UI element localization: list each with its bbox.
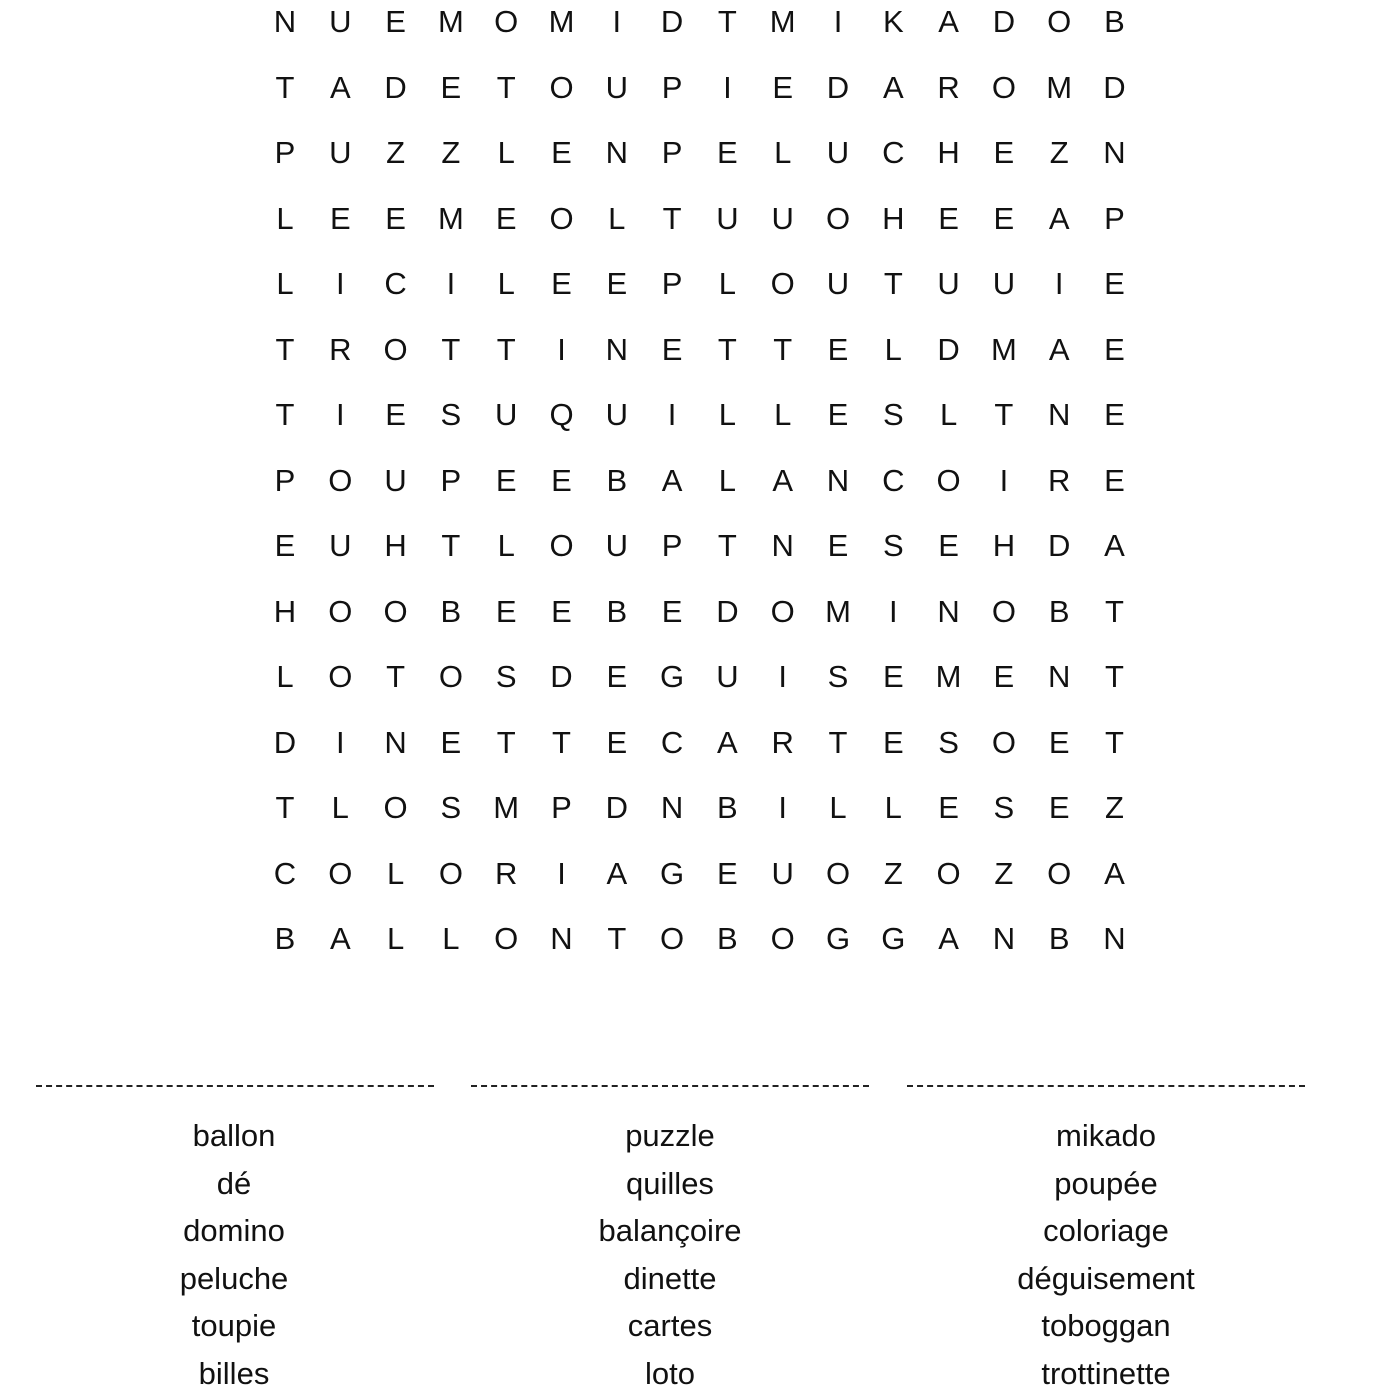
grid-letter[interactable]: M [825, 593, 851, 629]
grid-letter[interactable]: T [1105, 593, 1124, 629]
grid-letter[interactable]: G [825, 921, 851, 956]
grid-letter[interactable]: L [608, 200, 626, 236]
grid-letter[interactable]: T [994, 397, 1014, 432]
word-list-item: balançoire [598, 1213, 742, 1248]
grid-letter[interactable]: E [551, 135, 572, 170]
grid-letter[interactable]: B [440, 593, 462, 629]
grid-letter[interactable]: E [661, 331, 683, 367]
grid-letter[interactable]: I [1054, 266, 1064, 301]
grid-letter[interactable]: U [494, 397, 518, 432]
grid-letter[interactable]: E [993, 135, 1015, 170]
grid-letter[interactable]: O [660, 921, 685, 956]
grid-letter[interactable]: N [1047, 397, 1071, 432]
grid-letter[interactable]: L [884, 790, 902, 825]
grid-letter[interactable]: L [497, 266, 515, 301]
grid-letter[interactable]: E [938, 528, 959, 563]
grid-letter[interactable]: T [552, 724, 571, 760]
grid-letter[interactable]: D [605, 790, 628, 825]
grid-letter[interactable]: L [718, 266, 737, 301]
grid-letter[interactable]: M [493, 790, 520, 825]
grid-letter[interactable]: E [551, 593, 572, 629]
grid-letter[interactable]: E [827, 397, 849, 432]
grid-letter[interactable]: D [716, 593, 739, 629]
grid-letter[interactable]: N [1047, 659, 1071, 694]
grid-letter[interactable]: T [275, 397, 295, 432]
grid-letter[interactable]: Z [1105, 790, 1124, 825]
grid-letter[interactable]: M [1046, 69, 1073, 105]
grid-letter[interactable]: U [329, 4, 352, 39]
grid-letter[interactable]: O [1047, 855, 1072, 891]
grid-letter[interactable]: L [939, 397, 958, 432]
grid-letter[interactable]: L [497, 135, 515, 170]
grid-letter[interactable]: N [660, 790, 684, 825]
grid-letter[interactable]: O [770, 266, 795, 301]
grid-letter[interactable]: Q [549, 397, 574, 432]
grid-letter[interactable]: C [384, 266, 407, 301]
grid-letter[interactable]: H [992, 528, 1016, 563]
grid-letter[interactable]: B [1104, 4, 1125, 39]
grid-letter[interactable]: S [938, 724, 959, 760]
grid-letter[interactable]: T [717, 4, 737, 39]
grid-letter[interactable]: E [385, 200, 406, 236]
grid-letter[interactable]: N [992, 921, 1016, 956]
grid-letter[interactable]: H [882, 200, 905, 236]
grid-letter[interactable]: D [992, 4, 1016, 39]
grid-letter[interactable]: E [772, 69, 794, 105]
grid-letter[interactable]: A [882, 69, 904, 105]
grid-letter[interactable]: I [557, 331, 566, 367]
grid-letter[interactable]: R [1047, 462, 1071, 498]
grid-letter[interactable]: T [496, 69, 516, 105]
grid-letter[interactable]: T [386, 659, 406, 694]
grid-letter[interactable]: A [1104, 528, 1125, 563]
grid-letter[interactable]: D [384, 69, 407, 105]
grid-letter[interactable]: E [495, 462, 517, 498]
grid-letter[interactable]: P [661, 266, 683, 301]
grid-letter[interactable]: D [1103, 69, 1126, 105]
grid-letter[interactable]: B [717, 790, 738, 825]
grid-letter[interactable]: E [606, 266, 628, 301]
grid-letter[interactable]: Z [883, 855, 903, 891]
grid-letter[interactable]: T [275, 331, 295, 367]
grid-letter[interactable]: C [660, 724, 684, 760]
grid-letter[interactable]: U [937, 266, 960, 301]
grid-letter[interactable]: I [335, 397, 345, 432]
grid-letter[interactable]: N [384, 724, 407, 760]
grid-letter[interactable]: L [276, 200, 294, 236]
grid-letter[interactable]: B [717, 921, 738, 956]
grid-letter[interactable]: I [723, 69, 732, 105]
grid-letter[interactable]: E [606, 659, 628, 694]
grid-letter[interactable]: L [276, 266, 294, 301]
grid-letter[interactable]: E [1104, 462, 1125, 498]
grid-letter[interactable]: O [1047, 4, 1072, 39]
grid-letter[interactable]: E [882, 724, 904, 760]
grid-letter[interactable]: I [446, 266, 456, 301]
grid-letter[interactable]: T [441, 331, 461, 367]
grid-letter[interactable]: G [660, 855, 685, 891]
grid-letter[interactable]: N [273, 4, 297, 39]
grid-letter[interactable]: A [938, 921, 959, 956]
word-list-item: mikado [1056, 1118, 1156, 1153]
grid-letter[interactable]: T [496, 724, 516, 760]
grid-letter[interactable]: T [275, 790, 295, 825]
word-list-item: billes [198, 1355, 270, 1391]
grid-letter[interactable]: E [1048, 790, 1070, 825]
grid-letter[interactable]: D [826, 69, 850, 105]
grid-letter[interactable]: O [770, 921, 795, 956]
grid-letter[interactable]: L [497, 528, 515, 563]
grid-letter[interactable]: E [495, 593, 517, 629]
grid-letter[interactable]: L [718, 397, 737, 432]
grid-letter[interactable]: E [938, 790, 959, 825]
word-list-item: cartes [627, 1308, 713, 1343]
grid-letter[interactable]: S [440, 790, 462, 825]
grid-letter[interactable]: N [937, 593, 960, 629]
grid-letter[interactable]: U [992, 266, 1016, 301]
grid-letter[interactable]: E [1048, 724, 1070, 760]
grid-letter[interactable]: A [1048, 200, 1070, 236]
grid-letter[interactable]: O [494, 921, 519, 956]
grid-letter[interactable]: D [550, 659, 573, 694]
grid-letter[interactable]: T [496, 331, 516, 367]
grid-letter[interactable]: U [605, 397, 628, 432]
grid-letter[interactable]: E [329, 200, 351, 236]
grid-letter[interactable]: I [778, 659, 787, 694]
grid-letter[interactable]: I [335, 266, 345, 301]
grid-letter[interactable]: O [383, 593, 408, 629]
grid-letter[interactable]: L [774, 135, 792, 170]
grid-letter[interactable]: T [607, 921, 627, 956]
grid-letter[interactable]: L [442, 921, 460, 956]
word-list-item: dé [216, 1165, 252, 1201]
grid-letter[interactable]: M [548, 4, 575, 39]
word-list-item: peluche [179, 1260, 289, 1296]
grid-letter[interactable]: T [1105, 659, 1124, 694]
grid-letter[interactable]: U [329, 528, 352, 563]
grid-letter[interactable]: D [1047, 528, 1071, 563]
grid-letter[interactable]: Z [386, 135, 406, 170]
word-column-3-divider [907, 1085, 1305, 1087]
grid-letter[interactable]: R [937, 69, 960, 105]
grid-letter[interactable]: P [274, 135, 296, 170]
grid-letter[interactable]: O [936, 855, 961, 891]
grid-letter[interactable]: I [999, 462, 1009, 498]
grid-letter[interactable]: E [385, 397, 406, 432]
grid-letter[interactable]: T [275, 69, 295, 105]
grid-letter[interactable]: B [606, 593, 628, 629]
grid-letter[interactable]: O [549, 69, 574, 105]
grid-letter[interactable]: O [438, 659, 463, 694]
grid-letter[interactable]: M [437, 4, 464, 39]
grid-letter[interactable]: N [771, 528, 794, 563]
grid-letter[interactable]: E [1104, 397, 1125, 432]
grid-letter[interactable]: N [550, 921, 573, 956]
grid-letter[interactable]: T [1105, 724, 1124, 760]
word-list-item: dinette [623, 1260, 717, 1296]
grid-letter[interactable]: T [828, 724, 848, 760]
grid-letter[interactable]: P [661, 528, 683, 563]
grid-letter[interactable]: I [888, 593, 898, 629]
word-list-item: puzzle [625, 1118, 715, 1153]
word-list-column-2 [470, 1112, 870, 1397]
grid-letter[interactable]: S [882, 397, 904, 432]
grid-letter[interactable]: B [1048, 593, 1070, 629]
grid-letter[interactable]: P [661, 135, 683, 170]
grid-letter[interactable]: N [1103, 135, 1126, 170]
grid-letter[interactable]: I [612, 4, 622, 39]
grid-letter[interactable]: A [717, 724, 738, 760]
grid-letter[interactable]: R [329, 331, 352, 367]
grid-letter[interactable]: O [438, 855, 463, 891]
grid-letter[interactable]: L [276, 659, 294, 694]
grid-letter[interactable]: I [557, 855, 566, 891]
grid-letter[interactable]: E [440, 724, 462, 760]
grid-letter[interactable]: R [494, 855, 518, 891]
word-list-item: poupée [1054, 1165, 1158, 1201]
word-column-2-divider [471, 1085, 869, 1087]
grid-letter[interactable]: O [383, 331, 408, 367]
word-list-column-3 [906, 1112, 1306, 1397]
grid-letter[interactable]: N [605, 135, 628, 170]
grid-letter[interactable]: U [605, 528, 628, 563]
grid-letter[interactable]: L [884, 331, 902, 367]
grid-letter[interactable]: M [769, 4, 796, 39]
grid-letter[interactable]: G [881, 921, 906, 956]
grid-letter[interactable]: E [1104, 266, 1125, 301]
grid-letter[interactable]: A [1048, 331, 1070, 367]
grid-letter[interactable]: E [717, 135, 738, 170]
grid-letter[interactable]: O [825, 855, 851, 891]
grid-letter[interactable]: E [606, 724, 628, 760]
grid-letter[interactable]: B [606, 462, 628, 498]
grid-letter[interactable]: B [274, 921, 296, 956]
grid-letter[interactable]: E [661, 593, 683, 629]
grid-letter[interactable]: B [1048, 921, 1070, 956]
grid-letter[interactable]: D [273, 724, 297, 760]
grid-letter[interactable]: S [440, 397, 462, 432]
grid-letter[interactable]: C [882, 135, 905, 170]
grid-letter[interactable]: L [386, 921, 405, 956]
grid-letter[interactable]: P [440, 462, 462, 498]
grid-letter[interactable]: E [882, 659, 904, 694]
grid-letter[interactable]: I [833, 4, 843, 39]
grid-letter[interactable]: S [495, 659, 517, 694]
grid-letter[interactable]: T [773, 331, 793, 367]
grid-letter[interactable]: N [1103, 921, 1126, 956]
grid-letter[interactable]: I [335, 724, 345, 760]
grid-letter[interactable]: E [717, 855, 738, 891]
grid-letter[interactable]: L [718, 462, 737, 498]
grid-letter[interactable]: E [993, 659, 1015, 694]
grid-letter[interactable]: O [991, 593, 1016, 629]
grid-letter[interactable]: C [882, 462, 905, 498]
word-list-item: toboggan [1041, 1308, 1171, 1343]
grid-letter[interactable]: E [495, 200, 517, 236]
grid-letter[interactable]: P [551, 790, 572, 825]
grid-letter[interactable]: O [328, 593, 353, 629]
grid-letter[interactable]: P [661, 69, 683, 105]
grid-letter[interactable]: U [716, 200, 739, 236]
grid-letter[interactable]: L [829, 790, 847, 825]
grid-letter[interactable]: A [329, 69, 351, 105]
grid-letter[interactable]: U [771, 200, 794, 236]
grid-letter[interactable]: H [937, 135, 960, 170]
grid-letter[interactable]: M [990, 331, 1017, 367]
word-list-item: déguisement [1017, 1260, 1195, 1296]
grid-letter[interactable]: S [827, 659, 849, 694]
grid-letter[interactable]: T [717, 331, 737, 367]
grid-letter[interactable]: O [383, 790, 408, 825]
grid-letter[interactable]: R [771, 724, 794, 760]
grid-letter[interactable]: A [606, 855, 628, 891]
word-column-1-divider [36, 1085, 434, 1087]
word-list-item: quilles [626, 1165, 714, 1201]
grid-letter[interactable]: A [329, 921, 351, 956]
grid-letter[interactable]: T [662, 200, 682, 236]
grid-letter[interactable]: G [660, 659, 685, 694]
word-list-item: ballon [192, 1118, 276, 1153]
word-list-item: domino [183, 1213, 285, 1248]
grid-letter[interactable]: U [716, 659, 739, 694]
grid-letter[interactable]: L [774, 397, 792, 432]
grid-letter[interactable]: O [328, 659, 353, 694]
grid-letter[interactable]: U [826, 266, 850, 301]
grid-letter[interactable]: I [778, 790, 787, 825]
grid-letter[interactable]: A [1104, 855, 1125, 891]
grid-letter[interactable]: A [772, 462, 794, 498]
word-list-item: coloriage [1043, 1213, 1169, 1248]
grid-letter[interactable]: H [273, 593, 297, 629]
grid-letter[interactable]: U [826, 135, 850, 170]
grid-letter[interactable]: E [993, 200, 1015, 236]
grid-letter[interactable]: O [328, 855, 353, 891]
grid-letter[interactable]: E [1104, 331, 1125, 367]
grid-letter[interactable]: A [661, 462, 683, 498]
grid-letter[interactable]: O [991, 724, 1016, 760]
grid-letter[interactable]: N [826, 462, 850, 498]
grid-letter[interactable]: U [771, 855, 794, 891]
grid-letter[interactable]: D [937, 331, 960, 367]
grid-letter[interactable]: O [549, 528, 574, 563]
grid-letter[interactable]: O [825, 200, 851, 236]
grid-letter[interactable]: T [717, 528, 737, 563]
word-list-item: loto [645, 1355, 695, 1391]
word-list-column-1 [34, 1112, 434, 1397]
grid-letter[interactable]: I [667, 397, 677, 432]
grid-letter[interactable]: L [386, 855, 405, 891]
word-list-item: toupie [191, 1308, 277, 1343]
grid-letter[interactable]: Z [441, 135, 461, 170]
grid-letter[interactable]: N [605, 331, 628, 367]
grid-letter[interactable]: E [827, 528, 849, 563]
grid-letter[interactable]: O [494, 4, 519, 39]
grid-letter[interactable]: K [882, 4, 904, 39]
grid-letter[interactable]: A [938, 4, 959, 39]
grid-letter[interactable]: P [274, 462, 296, 498]
grid-letter[interactable]: C [273, 855, 297, 891]
grid-letter[interactable]: O [328, 462, 353, 498]
grid-letter[interactable]: T [883, 266, 903, 301]
grid-letter[interactable]: M [935, 659, 962, 694]
grid-letter[interactable]: M [437, 200, 464, 236]
grid-letter[interactable]: L [331, 790, 349, 825]
grid-letter[interactable]: H [384, 528, 407, 563]
grid-letter[interactable]: O [991, 69, 1016, 105]
grid-letter[interactable]: O [549, 200, 574, 236]
grid-letter[interactable]: Z [994, 855, 1014, 891]
grid-letter[interactable]: O [936, 462, 961, 498]
grid-letter[interactable]: E [551, 266, 572, 301]
grid-letter[interactable]: U [605, 69, 628, 105]
grid-letter[interactable]: E [938, 200, 959, 236]
grid-letter[interactable]: O [770, 593, 795, 629]
grid-letter[interactable]: P [1104, 200, 1125, 236]
grid-letter[interactable]: E [551, 462, 572, 498]
grid-letter[interactable]: E [827, 331, 849, 367]
grid-letter[interactable]: E [274, 528, 296, 563]
grid-letter[interactable]: E [440, 69, 462, 105]
grid-letter[interactable]: D [660, 4, 684, 39]
grid-letter[interactable]: E [385, 4, 406, 39]
grid-letter[interactable]: T [441, 528, 461, 563]
grid-letter[interactable]: U [384, 462, 407, 498]
grid-letter[interactable]: S [993, 790, 1015, 825]
grid-letter[interactable]: U [329, 135, 352, 170]
grid-letter[interactable]: Z [1049, 135, 1069, 170]
word-list-item: trottinette [1041, 1355, 1171, 1391]
grid-letter[interactable]: S [882, 528, 904, 563]
